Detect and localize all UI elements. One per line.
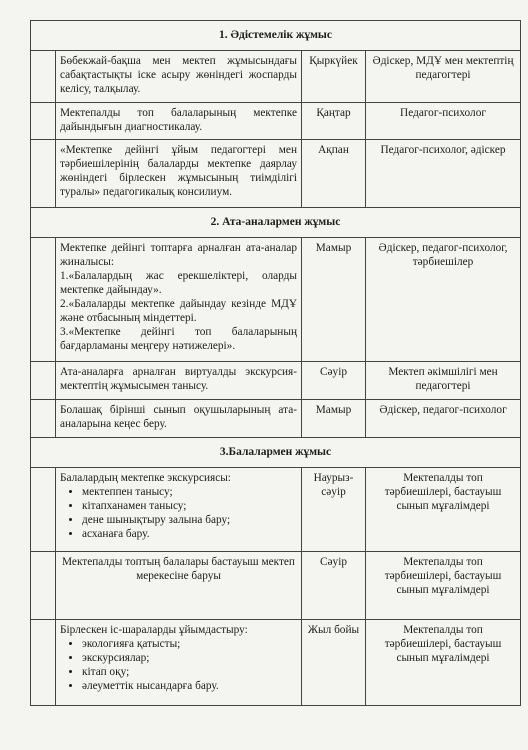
list-item: • асханаға бару.: [82, 527, 297, 541]
work-plan-table: [30, 20, 521, 706]
index-cell: [31, 620, 56, 706]
content-line: Бөбекжай-бақша мен мектеп жұмысындағы сабақтастықты іске асыру жөніндегі жоспарды келісу, талқылау.: [60, 55, 297, 95]
content-line: Мектепке дейінгі топтарға арналған ата-аналар жиналысы:: [60, 242, 297, 268]
list-item: • кітапханамен танысу;: [82, 499, 297, 513]
content-cell: [56, 468, 302, 552]
responsible-cell: Әдіскер, МДҰ мен мектептің педагогтері: [366, 51, 521, 103]
responsible-cell: Мектепалды топ тәрбиешілері, бастауыш сынып мұғалімдері: [366, 620, 521, 706]
content-cell: [56, 362, 302, 400]
responsible-cell: Педагог-психолог, әдіскер: [366, 140, 521, 208]
index-cell: [31, 238, 56, 362]
content-line: Мектепалды топ балаларының мектепке дайындығын диагностикалау.: [60, 107, 297, 133]
index-cell: [31, 552, 56, 620]
term-cell: Ақпан: [302, 140, 366, 208]
term-cell: Мамыр: [302, 238, 366, 362]
term-cell: Сәуір: [302, 362, 366, 400]
list-item: • экологияға қатысты;: [82, 637, 297, 651]
content-cell: [56, 400, 302, 438]
responsible-cell: Мектепалды топ тәрбиешілері, бастауыш сынып мұғалімдері: [366, 552, 521, 620]
term-cell: Наурыз-сәуір: [302, 468, 366, 552]
index-cell: [31, 140, 56, 208]
section-header-row: [31, 438, 521, 468]
term-cell: Сәуір: [302, 552, 366, 620]
content-cell: [56, 552, 302, 620]
term-cell: Мамыр: [302, 400, 366, 438]
table-row: [31, 238, 521, 362]
table-row: [31, 103, 521, 140]
responsible-cell: Педагог-психолог: [366, 103, 521, 140]
list-item: • экскурсиялар;: [82, 651, 297, 665]
content-cell: [56, 620, 302, 706]
responsible-cell: Әдіскер, педагог-психолог: [366, 400, 521, 438]
content-line: 3.«Мектепке дейінгі топ балаларының бағдарламаны меңгеру нәтижелері».: [60, 326, 297, 352]
table-row: [31, 552, 521, 620]
index-cell: [31, 468, 56, 552]
content-line: 2.«Балаларды мектепке дайындау кезінде МДҰ және отбасының міндеттері.: [60, 298, 297, 324]
responsible-cell: Мектеп әкімшілігі мен педагогтері: [366, 362, 521, 400]
index-cell: [31, 400, 56, 438]
section-title: 2. Ата-аналармен жұмыс: [31, 208, 521, 238]
responsible-cell: Әдіскер, педагог-психолог, тәрбиешілер: [366, 238, 521, 362]
responsible-cell: Мектепалды топ тәрбиешілері, бастауыш сынып мұғалімдері: [366, 468, 521, 552]
table-row: [31, 400, 521, 438]
section-header-row: [31, 208, 521, 238]
content-cell: [56, 103, 302, 140]
table-row: [31, 51, 521, 103]
content-line: Ата-аналарға арналған виртуалды экскурсия-мектептің жұмысымен танысу.: [60, 366, 297, 392]
term-cell: Қаңтар: [302, 103, 366, 140]
index-cell: [31, 51, 56, 103]
table-row: [31, 362, 521, 400]
content-cell: [56, 140, 302, 208]
content-line: Болашақ бірінші сынып оқушыларының ата-аналарына кеңес беру.: [60, 404, 297, 430]
content-line: 1.«Балалардың жас ерекшеліктері, оларды мектепке дайындау».: [60, 270, 297, 296]
content-line: «Мектепке дейінгі ұйым педагогтері мен тәрбиешілерінің балаларды мектепке даярлау жөніндегі бірлескен жұмысының тиімділігі туралы» педагогикалық консилиум.: [60, 144, 297, 198]
content-line: Мектепалды топтың балалары бастауыш мектеп мерекесіне баруы: [62, 556, 295, 582]
list-item: • кітап оқу;: [82, 665, 297, 679]
section-header-row: [31, 21, 521, 51]
list-item: • әлеуметтік нысандарға бару.: [82, 679, 297, 693]
content-intro: Балалардың мектепке экскурсиясы:: [60, 472, 231, 484]
index-cell: [31, 103, 56, 140]
content-cell: [56, 238, 302, 362]
list-item: • мектеппен танысу;: [82, 485, 297, 499]
term-cell: Жыл бойы: [302, 620, 366, 706]
section-title: 1. Әдістемелік жұмыс: [31, 21, 521, 51]
table-row: [31, 468, 521, 552]
list-item: • дене шынықтыру залына бару;: [82, 513, 297, 527]
section-title: 3.Балалармен жұмыс: [31, 438, 521, 468]
content-intro: Бірлескен іс-шараларды ұйымдастыру:: [60, 624, 248, 636]
term-cell: Қыркүйек: [302, 51, 366, 103]
index-cell: [31, 362, 56, 400]
content-cell: [56, 51, 302, 103]
bullet-list: [60, 485, 297, 541]
table-row: [31, 620, 521, 706]
bullet-list: [60, 637, 297, 693]
table-row: [31, 140, 521, 208]
